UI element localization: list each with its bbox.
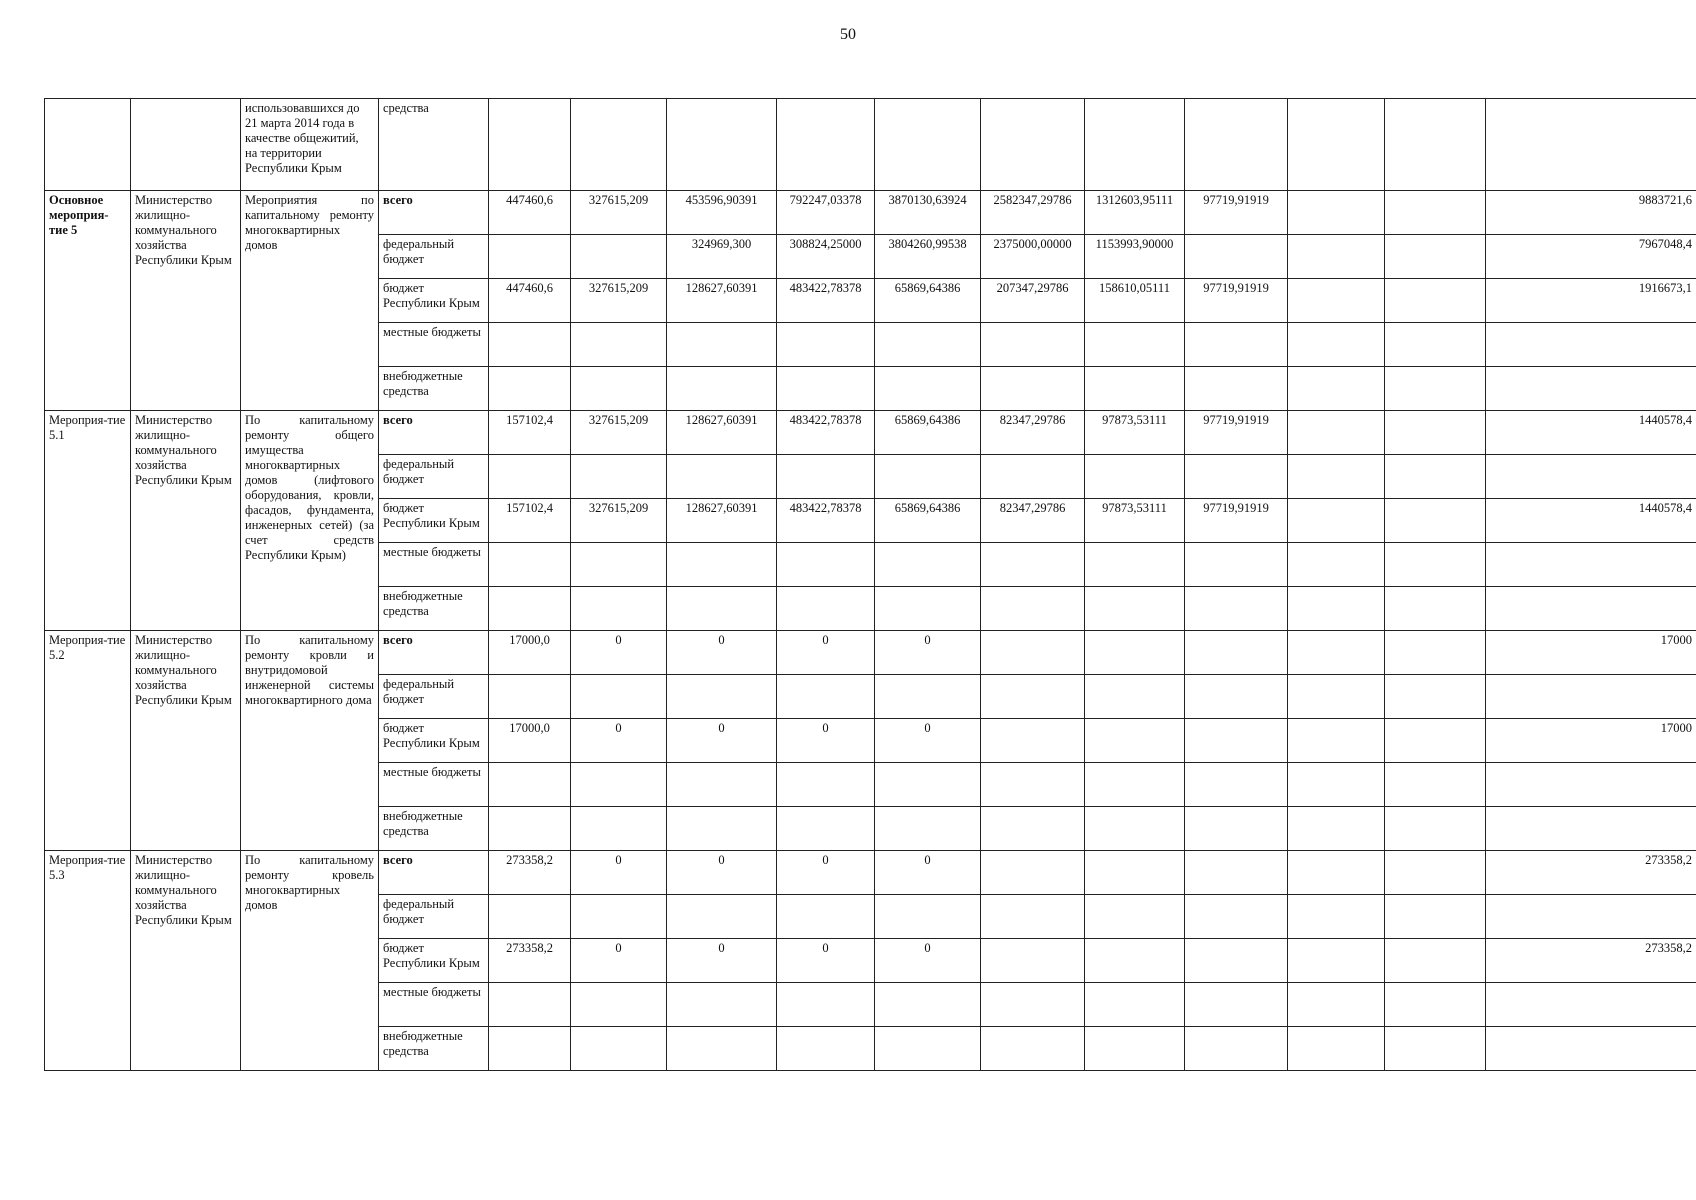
year-value (981, 543, 1085, 587)
year-value (1288, 983, 1385, 1027)
year-value (981, 675, 1085, 719)
total-value: 1440578,4 (1486, 411, 1696, 455)
year-value (981, 807, 1085, 851)
funding-source: внебюджетные средства (379, 1027, 489, 1071)
year-value (875, 983, 981, 1027)
total-value (1486, 367, 1696, 411)
year-value: 128627,60391 (667, 279, 777, 323)
year-value (1288, 279, 1385, 323)
year-value (981, 1027, 1085, 1071)
year-value (1185, 719, 1288, 763)
year-value (1185, 455, 1288, 499)
year-value: 483422,78378 (777, 499, 875, 543)
year-value: 3870130,63924 (875, 191, 981, 235)
year-value (777, 323, 875, 367)
measure-id: Мероприя-тие 5.1 (45, 411, 131, 631)
funding-source: федеральный бюджет (379, 675, 489, 719)
year-value (1085, 939, 1185, 983)
funding-source: бюджет Республики Крым (379, 279, 489, 323)
total-value (1486, 895, 1696, 939)
total-value: 273358,2 (1486, 851, 1696, 895)
year-value: 447460,6 (489, 279, 571, 323)
total-value (1486, 983, 1696, 1027)
year-value (667, 763, 777, 807)
measure-description: По капитальному ремонту кровли и внутридомовой инженерной системы многоквартирного дома (241, 631, 379, 851)
year-value (571, 587, 667, 631)
year-value: 0 (667, 939, 777, 983)
year-value (981, 983, 1085, 1027)
year-value: 483422,78378 (777, 279, 875, 323)
year-value: 97873,53111 (1085, 499, 1185, 543)
year-value (875, 1027, 981, 1071)
year-value (571, 983, 667, 1027)
year-value (489, 1027, 571, 1071)
measure-description: Мероприятия по капитальному ремонту многоквартирных домов (241, 191, 379, 411)
measure-id: Мероприя-тие 5.2 (45, 631, 131, 851)
year-value (875, 807, 981, 851)
funding-source: бюджет Республики Крым (379, 939, 489, 983)
year-value (875, 455, 981, 499)
year-value (875, 675, 981, 719)
year-value: 0 (777, 939, 875, 983)
year-value (1385, 895, 1486, 939)
year-value: 17000,0 (489, 719, 571, 763)
year-value (489, 367, 571, 411)
year-value: 0 (777, 851, 875, 895)
year-value (667, 455, 777, 499)
year-value (875, 367, 981, 411)
year-value (1288, 323, 1385, 367)
year-value (667, 367, 777, 411)
year-value (571, 763, 667, 807)
table-row (45, 191, 1696, 235)
year-value: 0 (667, 719, 777, 763)
year-value: 0 (571, 851, 667, 895)
year-value (1085, 983, 1185, 1027)
year-value (875, 543, 981, 587)
year-value (1288, 719, 1385, 763)
funding-source: всего (379, 851, 489, 895)
year-value (1385, 411, 1486, 455)
year-value: 0 (777, 719, 875, 763)
year-value (1085, 1027, 1185, 1071)
year-value: 97873,53111 (1085, 411, 1185, 455)
year-value (1385, 455, 1486, 499)
year-value: 792247,03378 (777, 191, 875, 235)
year-value (777, 455, 875, 499)
year-value (1385, 719, 1486, 763)
budget-table (44, 98, 1696, 1071)
year-value (875, 323, 981, 367)
year-value (1385, 851, 1486, 895)
year-value: 0 (571, 939, 667, 983)
year-value (981, 323, 1085, 367)
year-value (1288, 587, 1385, 631)
year-value (1185, 587, 1288, 631)
year-value (1385, 235, 1486, 279)
year-value (1085, 543, 1185, 587)
year-value (667, 807, 777, 851)
year-value (489, 455, 571, 499)
year-value (1085, 763, 1185, 807)
year-value (489, 675, 571, 719)
value-cell (875, 99, 981, 191)
year-value (1385, 939, 1486, 983)
year-value (1288, 191, 1385, 235)
year-value: 157102,4 (489, 499, 571, 543)
year-value: 0 (875, 631, 981, 675)
total-value (1486, 587, 1696, 631)
year-value: 97719,91919 (1185, 191, 1288, 235)
year-value (489, 543, 571, 587)
funding-source: внебюджетные средства (379, 587, 489, 631)
year-value: 273358,2 (489, 851, 571, 895)
year-value (1385, 1027, 1486, 1071)
year-value (777, 807, 875, 851)
year-value: 65869,64386 (875, 279, 981, 323)
year-value: 97719,91919 (1185, 279, 1288, 323)
measure-description: По капитальному ремонту общего имущества многоквартирных домов (лифтового оборудования, кровли, фасадов, фундамента, инженерных сетей) (за счет средств Республики Крым) (241, 411, 379, 631)
year-value (981, 895, 1085, 939)
funding-source: федеральный бюджет (379, 455, 489, 499)
year-value (1185, 235, 1288, 279)
total-value: 1916673,1 (1486, 279, 1696, 323)
year-value (667, 675, 777, 719)
year-value (1288, 499, 1385, 543)
executor: Министерство жилищно-коммунального хозяйства Республики Крым (131, 191, 241, 411)
id-cell (45, 99, 131, 191)
year-value (571, 543, 667, 587)
value-cell (981, 99, 1085, 191)
year-value: 308824,25000 (777, 235, 875, 279)
year-value: 327615,209 (571, 279, 667, 323)
year-value: 0 (777, 631, 875, 675)
value-cell (1385, 99, 1486, 191)
year-value (981, 939, 1085, 983)
year-value: 157102,4 (489, 411, 571, 455)
year-value (1185, 763, 1288, 807)
table-row (45, 851, 1696, 895)
year-value (571, 807, 667, 851)
year-value (1385, 279, 1486, 323)
total-value (1486, 1027, 1696, 1071)
total-value: 273358,2 (1486, 939, 1696, 983)
year-value (981, 455, 1085, 499)
executor: Министерство жилищно-коммунального хозяйства Республики Крым (131, 851, 241, 1071)
year-value: 1312603,95111 (1085, 191, 1185, 235)
year-value (489, 235, 571, 279)
value-cell (571, 99, 667, 191)
year-value (777, 763, 875, 807)
year-value: 65869,64386 (875, 499, 981, 543)
year-value: 128627,60391 (667, 499, 777, 543)
executor: Министерство жилищно-коммунального хозяйства Республики Крым (131, 411, 241, 631)
year-value (1185, 807, 1288, 851)
year-value (489, 323, 571, 367)
year-value (1185, 983, 1288, 1027)
funding-source: федеральный бюджет (379, 235, 489, 279)
funding-source: местные бюджеты (379, 323, 489, 367)
year-value: 0 (875, 851, 981, 895)
year-value: 1153993,90000 (1085, 235, 1185, 279)
year-value (571, 323, 667, 367)
year-value (1288, 543, 1385, 587)
total-value: 17000 (1486, 719, 1696, 763)
year-value (1385, 763, 1486, 807)
funding-source: внебюджетные средства (379, 807, 489, 851)
source-cell: средства (379, 99, 489, 191)
year-value (981, 763, 1085, 807)
funding-source: всего (379, 411, 489, 455)
year-value: 0 (875, 939, 981, 983)
year-value (571, 367, 667, 411)
year-value (1288, 895, 1385, 939)
year-value (1185, 1027, 1288, 1071)
total-value (1486, 455, 1696, 499)
total-value: 17000 (1486, 631, 1696, 675)
year-value (571, 455, 667, 499)
total-value (1486, 543, 1696, 587)
year-value: 2582347,29786 (981, 191, 1085, 235)
year-value: 17000,0 (489, 631, 571, 675)
year-value (667, 983, 777, 1027)
table-row (45, 411, 1696, 455)
year-value (1185, 939, 1288, 983)
year-value (1288, 367, 1385, 411)
year-value (1385, 675, 1486, 719)
year-value (875, 895, 981, 939)
year-value (777, 895, 875, 939)
year-value (777, 675, 875, 719)
year-value: 483422,78378 (777, 411, 875, 455)
year-value (489, 983, 571, 1027)
year-value (981, 631, 1085, 675)
funding-source: местные бюджеты (379, 983, 489, 1027)
year-value (1288, 939, 1385, 983)
year-value (1085, 455, 1185, 499)
year-value (777, 983, 875, 1027)
funding-source: бюджет Республики Крым (379, 719, 489, 763)
value-cell (1085, 99, 1185, 191)
year-value (1085, 631, 1185, 675)
year-value (1085, 675, 1185, 719)
year-value (1085, 367, 1185, 411)
value-cell (667, 99, 777, 191)
year-value (571, 235, 667, 279)
year-value (1288, 411, 1385, 455)
page-number: 50 (840, 26, 856, 43)
year-value: 2375000,00000 (981, 235, 1085, 279)
year-value (981, 367, 1085, 411)
year-value (777, 367, 875, 411)
funding-source: внебюджетные средства (379, 367, 489, 411)
year-value (1288, 235, 1385, 279)
measure-description: По капитальному ремонту кровель многоквартирных домов (241, 851, 379, 1071)
year-value: 3804260,99538 (875, 235, 981, 279)
funding-source: всего (379, 191, 489, 235)
year-value (777, 587, 875, 631)
funding-source: местные бюджеты (379, 543, 489, 587)
year-value: 0 (571, 719, 667, 763)
year-value (489, 763, 571, 807)
year-value (489, 895, 571, 939)
year-value (667, 323, 777, 367)
year-value: 327615,209 (571, 411, 667, 455)
year-value: 65869,64386 (875, 411, 981, 455)
funding-source: бюджет Республики Крым (379, 499, 489, 543)
year-value (1385, 323, 1486, 367)
year-value: 273358,2 (489, 939, 571, 983)
description-cell: использовавшихся до 21 марта 2014 года в качестве общежитий, на территории Республики Крым (241, 99, 379, 191)
year-value (1085, 895, 1185, 939)
funding-source: федеральный бюджет (379, 895, 489, 939)
year-value: 447460,6 (489, 191, 571, 235)
year-value: 97719,91919 (1185, 411, 1288, 455)
year-value (1288, 455, 1385, 499)
measure-id: Основное мероприя-тие 5 (45, 191, 131, 411)
year-value: 97719,91919 (1185, 499, 1288, 543)
year-value (1385, 367, 1486, 411)
year-value (489, 587, 571, 631)
year-value (1385, 983, 1486, 1027)
total-value (1486, 763, 1696, 807)
funding-source: всего (379, 631, 489, 675)
year-value: 327615,209 (571, 499, 667, 543)
year-value (667, 895, 777, 939)
year-value (1288, 631, 1385, 675)
year-value (1288, 851, 1385, 895)
year-value (777, 1027, 875, 1071)
year-value (1085, 587, 1185, 631)
measure-id: Мероприя-тие 5.3 (45, 851, 131, 1071)
value-cell (777, 99, 875, 191)
year-value (1385, 543, 1486, 587)
year-value: 207347,29786 (981, 279, 1085, 323)
value-cell (1185, 99, 1288, 191)
year-value (489, 807, 571, 851)
total-value (1486, 807, 1696, 851)
year-value: 327615,209 (571, 191, 667, 235)
year-value (571, 675, 667, 719)
year-value (1288, 807, 1385, 851)
funding-source: местные бюджеты (379, 763, 489, 807)
year-value: 324969,300 (667, 235, 777, 279)
year-value (667, 1027, 777, 1071)
year-value (1288, 675, 1385, 719)
year-value: 0 (667, 631, 777, 675)
year-value: 0 (571, 631, 667, 675)
year-value (1085, 851, 1185, 895)
year-value (981, 587, 1085, 631)
year-value (981, 851, 1085, 895)
executor: Министерство жилищно-коммунального хозяйства Республики Крым (131, 631, 241, 851)
year-value (1085, 323, 1185, 367)
year-value (1185, 367, 1288, 411)
year-value (1385, 631, 1486, 675)
year-value: 82347,29786 (981, 499, 1085, 543)
year-value (1288, 763, 1385, 807)
year-value (1385, 807, 1486, 851)
total-value: 1440578,4 (1486, 499, 1696, 543)
year-value (1185, 631, 1288, 675)
year-value: 0 (667, 851, 777, 895)
year-value (1085, 807, 1185, 851)
year-value (1288, 1027, 1385, 1071)
year-value (1185, 851, 1288, 895)
year-value (667, 587, 777, 631)
table-row (45, 99, 1696, 191)
year-value: 0 (875, 719, 981, 763)
year-value (1085, 719, 1185, 763)
year-value (571, 895, 667, 939)
year-value: 453596,90391 (667, 191, 777, 235)
year-value (1385, 191, 1486, 235)
total-value: 7967048,4 (1486, 235, 1696, 279)
year-value (1385, 499, 1486, 543)
value-cell (489, 99, 571, 191)
total-value: 9883721,6 (1486, 191, 1696, 235)
year-value (1185, 675, 1288, 719)
year-value: 128627,60391 (667, 411, 777, 455)
year-value (1185, 543, 1288, 587)
year-value (777, 543, 875, 587)
year-value (571, 1027, 667, 1071)
year-value (1385, 587, 1486, 631)
year-value (1185, 323, 1288, 367)
year-value (667, 543, 777, 587)
executor-cell (131, 99, 241, 191)
value-cell (1486, 99, 1696, 191)
year-value: 82347,29786 (981, 411, 1085, 455)
total-value (1486, 675, 1696, 719)
year-value (1185, 895, 1288, 939)
value-cell (1288, 99, 1385, 191)
year-value: 158610,05111 (1085, 279, 1185, 323)
table-row (45, 631, 1696, 675)
year-value (875, 763, 981, 807)
year-value (981, 719, 1085, 763)
year-value (875, 587, 981, 631)
total-value (1486, 323, 1696, 367)
